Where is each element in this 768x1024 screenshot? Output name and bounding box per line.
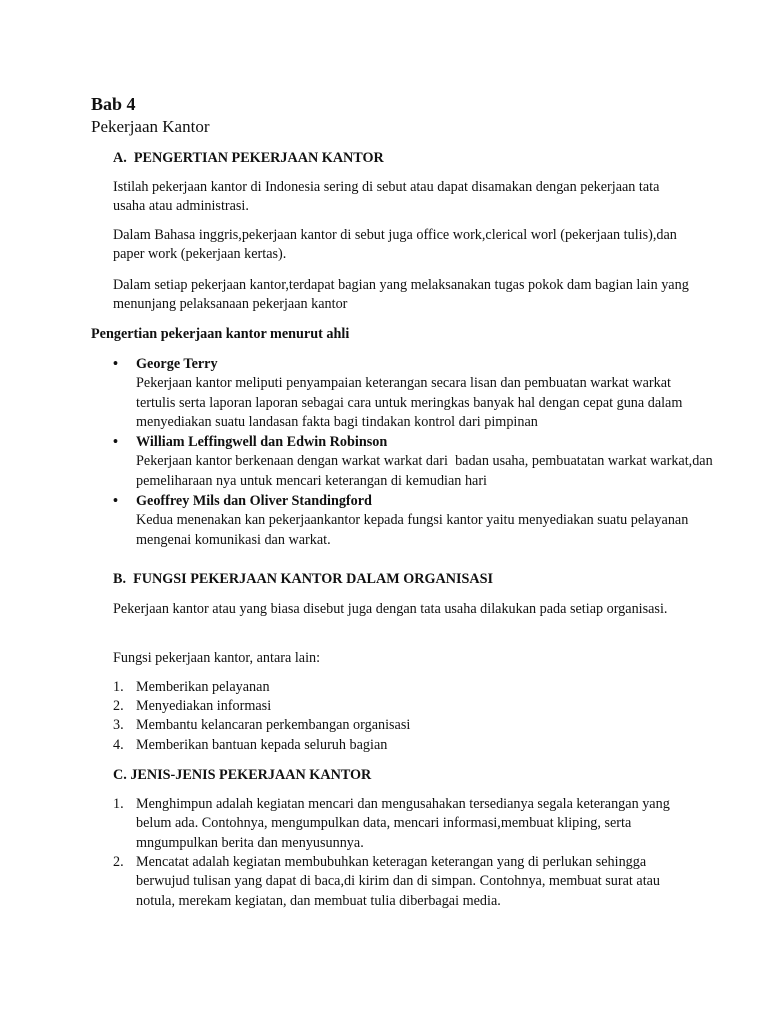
- list-item-text: Membantu kelancaran perkembangan organisasi: [136, 717, 411, 733]
- expert-text: Pekerjaan kantor meliputi penyampaian keterangan secara lisan dan pembuatan warkat warkat tertulis serta laporan laporan sebagai cara untuk meringkas banyak hal dengan cepat guna dalam menyediakan suatu landasan fakta bagi tindakan kontrol dari pimpinan: [136, 375, 683, 431]
- list-number: 4.: [113, 737, 124, 753]
- type-list-item: [113, 853, 693, 911]
- list-item-text: Mencatat adalah kegiatan membubuhkan keteragan keterangan yang di perlukan sehingga berwujud tulisan yang dapat di baca,di kirim dan di simpan. Contohnya, membuat surat atau notula, merekam kegiatan, dan membuat tulia diberbagai media.: [136, 854, 661, 909]
- experts-heading: Pengertian pekerjaan kantor menurut ahli: [91, 326, 350, 342]
- expert-item: [113, 433, 713, 491]
- function-list-item: [113, 716, 693, 735]
- list-item-text: Menghimpun adalah kegiatan mencari dan mengusahakan tersedianya segala keterangan yang belum ada. Contohnya, mengumpulkan data, mencari informasi,membuat kliping, serta mngumpulkan berita dan menyusunnya.: [136, 796, 670, 851]
- section-b-paragraph: Pekerjaan kantor atau yang biasa disebut juga dengan tata usaha dilakukan pada setiap organisasi.: [113, 601, 668, 617]
- expert-text: Pekerjaan kantor berkenaan dengan warkat warkat dari badan usaha, pembuatatan warkat warkat,dan pemeliharaan nya untuk mencari keterangan di kemudian hari: [136, 453, 713, 489]
- function-list-item: [113, 678, 693, 697]
- section-b-heading: B. FUNGSI PEKERJAAN KANTOR DALAM ORGANISASI: [113, 571, 494, 587]
- type-list-item: [113, 795, 693, 853]
- expert-item: [113, 355, 713, 433]
- list-number: 2.: [113, 698, 124, 714]
- list-number: 3.: [113, 717, 124, 733]
- chapter-subtitle: Pekerjaan Kantor: [91, 117, 210, 136]
- section-b-paragraph: Fungsi pekerjaan kantor, antara lain:: [113, 650, 321, 666]
- list-item-text: Memberikan pelayanan: [136, 679, 270, 695]
- function-list-item: [113, 697, 693, 716]
- list-number: 1.: [113, 679, 124, 695]
- expert-name: George Terry: [136, 356, 218, 372]
- bullet-icon: •: [113, 434, 118, 450]
- bullet-icon: •: [113, 356, 118, 372]
- list-item-text: Memberikan bantuan kepada seluruh bagian: [136, 737, 388, 753]
- expert-text: Kedua menenakan kan pekerjaankantor kepada fungsi kantor yaitu menyediakan suatu pelayanan mengenai komunikasi dan warkat.: [136, 512, 689, 548]
- expert-item: [113, 492, 713, 550]
- list-item-text: Menyediakan informasi: [136, 698, 272, 714]
- section-a-paragraph: Dalam setiap pekerjaan kantor,terdapat bagian yang melaksanakan tugas pokok dam bagian lain yang menunjang pelaksanaan pekerjaan kantor: [113, 277, 689, 313]
- expert-name: William Leffingwell dan Edwin Robinson: [136, 434, 388, 450]
- chapter-title: Bab 4: [91, 94, 136, 114]
- section-a-paragraph: Dalam Bahasa inggris,pekerjaan kantor di sebut juga office work,clerical worl (pekerjaan tulis),dan paper work (pekerjaan kertas).: [113, 227, 677, 263]
- section-a-heading: A. PENGERTIAN PEKERJAAN KANTOR: [113, 150, 384, 166]
- section-a-paragraph: Istilah pekerjaan kantor di Indonesia sering di sebut atau dapat disamakan dengan pekerjaan tata usaha atau administrasi.: [113, 179, 660, 215]
- list-number: 2.: [113, 854, 124, 870]
- section-c-heading: C. JENIS-JENIS PEKERJAAN KANTOR: [113, 767, 372, 783]
- expert-name: Geoffrey Mils dan Oliver Standingford: [136, 493, 372, 509]
- list-number: 1.: [113, 796, 124, 812]
- bullet-icon: •: [113, 493, 118, 509]
- function-list-item: [113, 736, 693, 755]
